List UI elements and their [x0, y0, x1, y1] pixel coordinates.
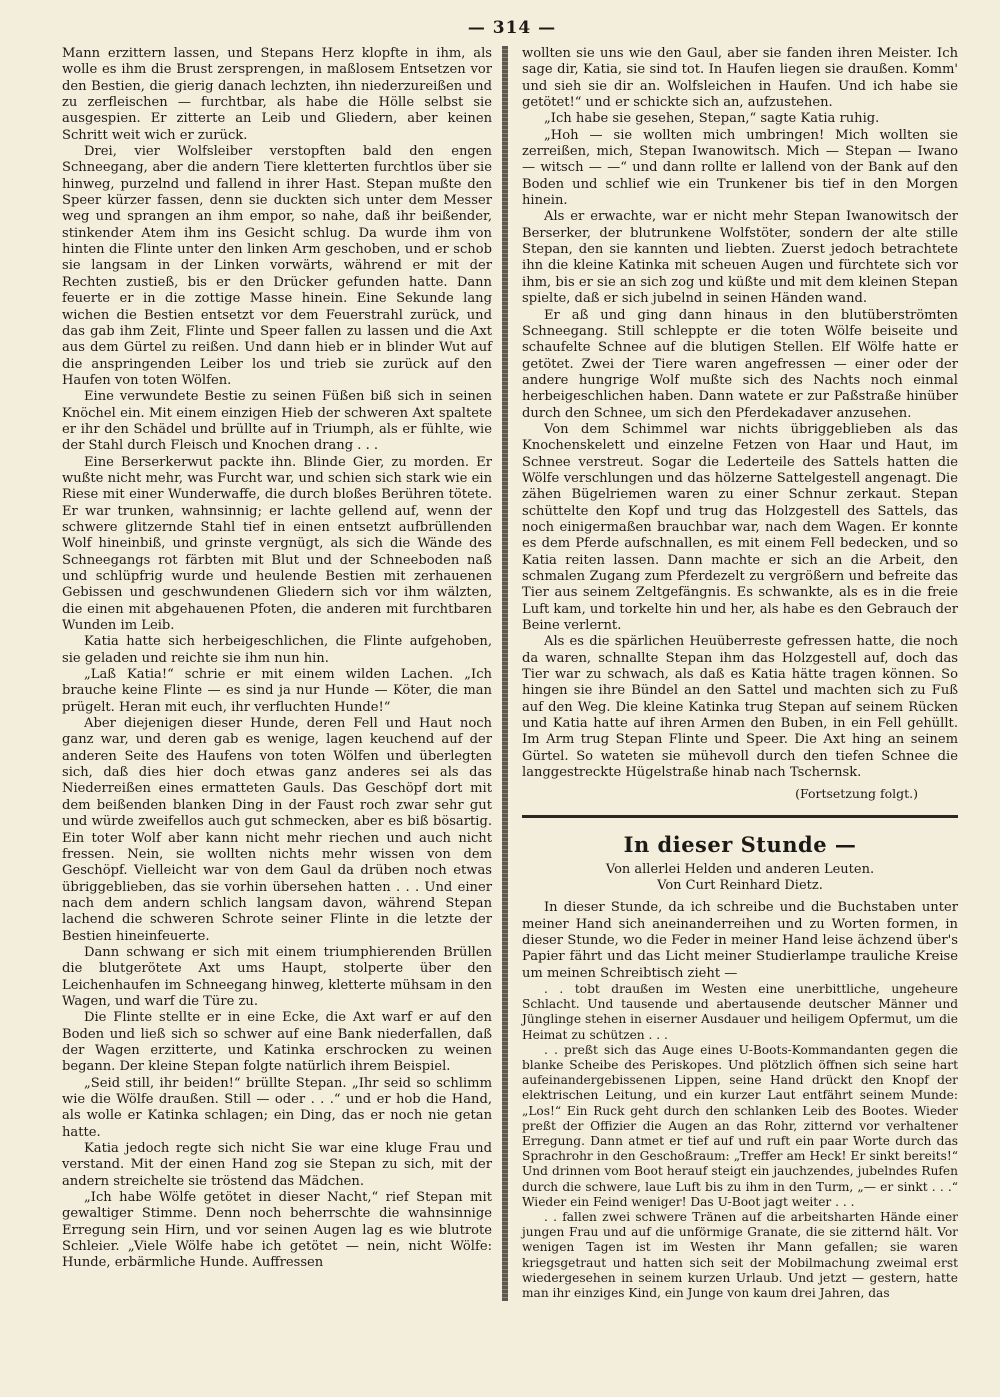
- paragraph: Dann schwang er sich mit einem triumphierenden Brüllen die blutgerötete Axt ums Haupt, stolperte über den Leichenhaufen im Schneegang hinweg, kletterte mühsam in den Wagen, und warf die Türe zu.: [62, 944, 492, 1009]
- paragraph: Katia hatte sich herbeigeschlichen, die Flinte aufgehoben, sie geladen und reichte sie ihm nun hin.: [62, 634, 492, 666]
- continued-note: (Fortsetzung folgt.): [795, 786, 918, 802]
- paragraph: Eine Berserkerwut packte ihn. Blinde Gier, zu morden. Er wußte nicht mehr, was Furcht war, und schien sich stark wie ein Riese mit einer Wunderwaffe, die durch bloßes Berühren tötete. Er war trunken, wahnsinnig; er lachte gellend auf, wenn der schwere glitzernde Stahl tief in einen entsetzt aufbrüllenden Wolf hineinbiß, und grinste vergnügt, als sich die Wände des Schneegangs rot färbten mit Blut und der Schneeboden naß und schlüpfrig wurde und heulende Bestien mit zerhauenen Gebissen und geschwundenen Gliedern sich vor ihm wälzten, die einen mit abgehauenen Pfoten, die anderen mit furchtbaren Wunden im Leib.: [62, 454, 492, 634]
- paragraph: „Seid still, ihr beiden!“ brüllte Stepan. „Ihr seid so schlimm wie die Wölfe draußen. Still — oder . . .“ und er hob die Hand, als wolle er Katinka schlagen; ein Ding, das er noch nie getan hatte.: [62, 1075, 492, 1140]
- paragraph: Als er erwachte, war er nicht mehr Stepan Iwanowitsch der Berserker, der blutrunkene Wolfstöter, sondern der alte stille Stepan, den sie kannten und liebten. Zuerst jedoch betrachtete ihn die kleine Katinka mit scheuen Augen und fürchtete sich vor ihm, bis er sie an sich zog und küßte und mit dem kleinen Stepan spielte, daß er sich jubelnd in seinen Händen wand.: [522, 209, 958, 307]
- paragraph: „Laß Katia!“ schrie er mit einem wilden Lachen. „Ich brauche keine Flinte — es sind ja nur Hunde — Köter, die man prügelt. Heran mit euch, ihr verfluchten Hunde!“: [62, 667, 492, 715]
- columns: [62, 46, 962, 1301]
- paragraph: . . fallen zwei schwere Tränen auf die arbeitsharten Hände einer jungen Frau und auf die unförmige Granate, die sie zitternd hält. Vor wenigen Tagen ist im Westen ihr Mann gefallen; sie waren kriegsgetraut und hatten sich seit der Mobilmachung zweimal erst wiedergesehen in seinem kurzen Urlaub. Und jetzt — gestern, hatte man ihr einziges Kind, ein Junge von kaum drei Jahren, das: [522, 1210, 958, 1301]
- feature-body: [522, 900, 958, 1301]
- paragraph: Drei, vier Wolfsleiber verstopften bald den engen Schneegang, aber die andern Tiere kletterten furchtlos über sie hinweg, purzelnd und fallend in ihrer Hast. Stepan mußte den Speer kürzer fassen, denn sie duckten sich unter dem Messer weg und sprangen an ihm empor, so nahe, daß ihr beißender, stinkender Atem ihm ins Gesicht schlug. Da wurde ihm von hinten die Flinte unter den linken Arm geschoben, und er schob sie langsam in der Linken vorwärts, während er mit der Rechten zustieß, bis er den Drücker gefunden hatte. Dann feuerte er in die zottige Masse hinein. Eine Sekunde lang wichen die Bestien entsetzt vor dem Feuerstrahl zurück, und das gab ihm Zeit, Flinte und Speer fallen zu lassen und die Axt aus dem Gürtel zu reißen. Und dann hieb er in blinder Wut auf die anspringenden Leiber los und trieb sie zurück auf den Haufen von toten Wölfen.: [62, 144, 492, 388]
- paragraph: „Ich habe sie gesehen, Stepan,“ sagte Katia ruhig.: [544, 111, 880, 127]
- paragraph: Er aß und ging dann hinaus in den blutüberströmten Schneegang. Still schleppte er die toten Wölfe beiseite und schaufelte Schnee auf die blutigen Stellen. Elf Wölfe hatte er getötet. Zwei der Tiere waren angefressen — einer oder der andere hungrige Wolf mußte sich des Nachts noch einmal herbeigeschlichen haben. Dann watete er zur Paßstraße hinüber durch den Schnee, um sich den Pferdekadaver anzusehen.: [522, 307, 958, 421]
- paragraph: Als es die spärlichen Heuüberreste gefressen hatte, die noch da waren, schnallte Stepan ihm das Holzgestell auf, doch das Tier war zu schwach, als daß es Katia hätte tragen können. So hingen sie ihre Bündel an den Sattel und machten sich zu Fuß auf den Weg. Die kleine Katinka trug Stepan auf seinem Rücken und Katia hatte auf ihren Armen den Buben, in ein Fell gehüllt. Im Arm trug Stepan Flinte und Speer. Die Axt hing an seinem Gürtel. So wateten sie mühevoll durch den tiefen Schnee die langgestreckte Hügelstraße hinab nach Tschernsk.: [522, 634, 958, 781]
- feature-author: Von Curt Reinhard Dietz.: [657, 878, 823, 894]
- paragraph: Von dem Schimmel war nichts übriggeblieben als das Knochenskelett und einzelne Fetzen von Haar und Haut, im Schnee verstreut. Sogar die Lederteile des Sattels hatten die Wölfe verschlungen und das hölzerne Sattelgestell angenagt. Die zähen Bügelriemen waren zu einer Schnur zerkaut. Stepan schüttelte den Kopf und trug das Holzgestell des Sattels, das noch einigermaßen brauchbar war, nach dem Wagen. Er konnte es dem Pferde aufschnallen, es mit einem Fell bedecken, und so Katia reiten lassen. Dann machte er sich an die Arbeit, den schmalen Zugang zum Pferdezelt zu vergrößern und befreite das Tier aus seinem Zeltgefängnis. Es schwankte, als es in die freie Luft kam, und torkelte hin und her, als habe es den Gebrauch der Beine verlernt.: [522, 421, 958, 634]
- page-number: — 314 —: [467, 18, 557, 38]
- feature-title: In dieser Stunde —: [623, 832, 857, 858]
- feature-subtitle: Von allerlei Helden und anderen Leuten.: [605, 862, 875, 878]
- paragraph: „Hoh — sie wollten mich umbringen! Mich wollten sie zerreißen, mich, Stepan Iwanowitsch. Mich — Stepan — Iwano — witsch — —“ und dann rollte er lallend von der Bank auf den Boden und schlief wie ein Trunkener bis tief in den Morgen hinein.: [522, 127, 958, 209]
- paragraph: Eine verwundete Bestie zu seinen Füßen biß sich in seinen Knöchel ein. Mit einem einzigen Hieb der schweren Axt spaltete er ihr den Schädel und brüllte auf in Triumph, als er fühlte, wie der Stahl durch Fleisch und Knochen drang . . .: [62, 389, 492, 454]
- paragraph: In dieser Stunde, da ich schreibe und die Buchstaben unter meiner Hand sich aneinanderreihen und zu Worten formen, in dieser Stunde, wo die Feder in meiner Hand leise ächzend über's Papier fährt und das Licht meiner Studierlampe trauliche Kreise um meinen Schreibtisch zieht —: [522, 900, 958, 981]
- left-column: [62, 46, 498, 1301]
- section-divider: [522, 815, 958, 818]
- paragraph: Aber diejenigen dieser Hunde, deren Fell und Haut noch ganz war, und deren gab es wenige, lagen keuchend auf der anderen Seite des Haufens von toten Wölfen und überlegten sich, daß dies hier doch etwas ganz anderes sei als das Niederreißen eines ermatteten Gauls. Das Geschöpf dort mit dem beißenden blanken Ding in der Faust roch zwar sehr gut und würde zweifellos auch gut schmecken, aber es biß bösartig. Ein toter Wolf aber kann nicht mehr riechen und auch nicht fressen. Nein, sie wollten nichts mehr wissen von dem Geschöpf. Vielleicht war von dem Gaul da drüben noch etwas übriggeblieben, das sie vorhin übersehen hatten . . . Und einer nach dem andern schlich langsam davon, während Stepan lachend die schweren Schrote seiner Flinte in die letzte der Bestien hineinfeuerte.: [62, 716, 492, 944]
- paragraph: „Ich habe Wölfe getötet in dieser Nacht,“ rief Stepan mit gewaltiger Stimme. Denn noch beherrschte die wahnsinnige Erregung sein Hirn, und vor seinen Augen lag es wie blutrote Schleier. „Viele Wölfe habe ich getötet — nein, nicht Wölfe: Hunde, erbärmliche Hunde. Auffressen: [62, 1190, 492, 1271]
- paragraph: Die Flinte stellte er in eine Ecke, die Axt warf er auf den Boden und ließ sich so schwer auf eine Bank niederfallen, daß der Wagen erzitterte, und Katinka erschrocken zu weinen begann. Der kleine Stepan folgte natürlich ihrem Beispiel.: [62, 1010, 492, 1075]
- paragraph: Katia jedoch regte sich nicht Sie war eine kluge Frau und verstand. Mit der einen Hand zog sie Stepan zu sich, mit der andern streichelte sie tröstend das Mädchen.: [62, 1141, 492, 1189]
- paragraph: . . tobt draußen im Westen eine unerbittliche, ungeheure Schlacht. Und tausende und abertausende deutscher Männer und Jünglinge stehen in eiserner Ausdauer und heiligem Opfermut, um die Heimat zu schützen . . .: [522, 981, 958, 1042]
- paragraph: . . preßt sich das Auge eines U-Boots-Kommandanten gegen die blanke Scheibe des Periskopes. Und plötzlich öffnen sich seine hart aufeinandergebissenen Lippen, seine Hand drückt den Knopf der elektrischen Leitung, und ein kurzer Laut entfährt seinem Munde: „Los!“ Ein Ruck geht durch den schlanken Leib des Bootes. Wieder preßt der Offizier die Augen an das Rohr, zitternd vor verhaltener Erregung. Dann atmet er tief auf und ruft ein paar Worte durch das Sprachrohr in den Geschoßraum: „Treffer am Heck! Er sinkt bereits!“ Und drinnen vom Boot herauf steigt ein jauchzendes, jubelndes Rufen durch die schwere, laue Luft bis zu ihm in den Turm, „— er sinkt . . .“ Wieder ein Feind weniger! Das U-Boot jagt weiter . . .: [522, 1042, 958, 1209]
- paragraph: wollten sie uns wie den Gaul, aber sie fanden ihren Meister. Ich sage dir, Katia, sie sind tot. In Haufen liegen sie draußen. Komm' und sieh sie dir an. Wolfsleichen in Haufen. Und ich habe sie getötet!“ und er schickte sich an, aufzustehen.: [522, 46, 958, 111]
- paragraph: Mann erzittern lassen, und Stepans Herz klopfte in ihm, als wolle es ihm die Brust zersprengen, in maßlosem Entsetzen vor den Bestien, die gierig danach lechzten, ihn niederzureißen und zu zerfleischen — furchtbar, als habe die Hölle selbst sie ausgespien. Er zitterte an Leib und Gliedern, aber keinen Schritt weit wich er zurück.: [62, 46, 492, 143]
- right-column: [512, 46, 958, 1301]
- column-divider: [502, 46, 508, 1301]
